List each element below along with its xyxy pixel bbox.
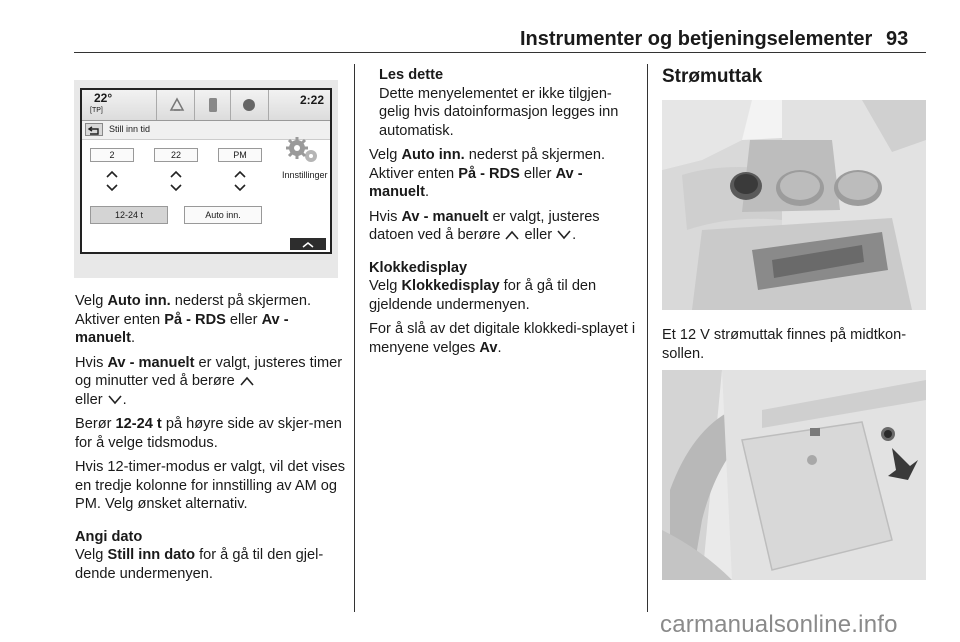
section-title: Strømuttak	[662, 66, 763, 87]
settings-label: Innstillinger	[282, 170, 328, 180]
tab-separator	[194, 90, 195, 120]
menu-term: Auto inn.	[401, 147, 465, 163]
text: Velg	[369, 147, 402, 163]
menu-term: Av - manuelt	[107, 354, 195, 371]
minutes-up-icon[interactable]	[168, 170, 184, 178]
column-divider-2	[647, 64, 648, 612]
text: er valgt, justeres timer og minutter ved å berøre	[75, 354, 343, 389]
note-heading: Les dette	[379, 67, 444, 83]
paragraph	[75, 415, 347, 452]
menu-term: Klokkedisplay	[401, 278, 500, 294]
text: .	[572, 227, 577, 243]
ampm-down-icon[interactable]	[232, 184, 248, 192]
subheading-angi-dato: Angi dato	[75, 528, 143, 545]
text: nederst på skjermen. Aktiver enten	[75, 293, 312, 328]
text: eller	[519, 165, 556, 182]
paragraph	[75, 354, 347, 410]
minutes-down-icon[interactable]	[168, 184, 184, 192]
trunk-outlet-illustration	[662, 370, 926, 580]
text: Hvis	[369, 208, 402, 225]
media-icon	[240, 96, 258, 114]
menu-term: Av - manuelt	[75, 311, 289, 346]
minutes-field[interactable]: 22	[154, 148, 198, 162]
paragraph: Hvis 12-timer-modus er valgt, vil det vises en tredje kolonne for innstilling av AM og PM. Velg ønsket alternativ.	[75, 459, 346, 512]
chevron-down-icon	[556, 230, 572, 240]
menu-term: På - RDS	[164, 311, 226, 328]
watermark: carmanualsonline.info	[660, 611, 898, 638]
menu-term: Still inn dato	[107, 547, 196, 563]
screen-temperature: 22°	[94, 91, 113, 105]
text: Velg	[369, 278, 402, 294]
center-console-illustration	[662, 100, 926, 310]
chevron-up-icon	[290, 239, 326, 251]
auto-set-button[interactable]: Auto inn.	[184, 206, 262, 224]
tab-separator	[230, 90, 231, 120]
hours-up-icon[interactable]	[104, 170, 120, 178]
paragraph	[75, 292, 347, 348]
screen-tp-label: [TP]	[90, 107, 103, 114]
tab-separator	[268, 90, 269, 120]
menu-term: 12-24 t	[115, 416, 162, 432]
expand-tab[interactable]	[290, 238, 326, 250]
text: for å gå til den gjeldende undermenyen.	[369, 278, 597, 313]
text: nederst på skjermen. Aktiver enten	[369, 147, 606, 182]
settings-gear-icon[interactable]	[282, 134, 322, 168]
back-button[interactable]	[85, 123, 103, 136]
text: eller	[520, 227, 557, 243]
note-text: Dette menyelementet er ikke tilgjen-gelig hvis datoinformasjon legges inn automatisk.	[379, 85, 619, 139]
menu-term: Av	[479, 339, 498, 356]
screen-row-label: Still inn tid	[109, 124, 151, 134]
menu-term: Av - manuelt	[369, 165, 583, 200]
screen-top-bar	[82, 90, 330, 121]
text: Velg	[75, 547, 108, 563]
text: Berør	[75, 416, 116, 432]
phone-icon	[204, 96, 222, 114]
text: Hvis	[75, 354, 108, 371]
column-1-text	[75, 292, 347, 589]
paragraph	[369, 146, 639, 202]
text: .	[130, 330, 136, 346]
paragraph	[369, 277, 639, 314]
paragraph	[75, 546, 347, 583]
chevron-up-icon	[504, 230, 520, 240]
power-outlet-caption: Et 12 V strømuttak finnes på midtkon-sollen.	[662, 327, 907, 362]
subheading-klokkedisplay: Klokkedisplay	[369, 259, 468, 276]
menu-term: Av - manuelt	[401, 208, 489, 225]
text: eller	[75, 391, 107, 408]
ampm-field[interactable]: PM	[218, 148, 262, 162]
text: Velg	[75, 293, 108, 309]
navigation-icon	[168, 96, 186, 114]
back-arrow-icon	[86, 126, 102, 137]
text: eller	[225, 311, 262, 328]
infotainment-screen	[80, 88, 332, 254]
screen-clock: 2:22	[299, 93, 324, 107]
running-header-title: Instrumenter og betjeningselementer	[520, 28, 873, 50]
menu-term: På - RDS	[458, 165, 520, 182]
hours-down-icon[interactable]	[104, 184, 120, 192]
text: .	[497, 339, 502, 356]
trunk-outlet-photo	[662, 370, 926, 580]
column-2-text	[369, 146, 639, 363]
text: .	[424, 184, 430, 200]
text: For å slå av det digitale klokkedi-splayet i menyene velges	[369, 321, 636, 356]
note-box	[379, 66, 629, 146]
header-rule	[74, 52, 926, 53]
paragraph	[369, 320, 639, 357]
chevron-up-icon	[239, 376, 255, 386]
ampm-up-icon[interactable]	[232, 170, 248, 178]
text: på høyre side av skjer-men for å velge tidsmodus.	[75, 416, 342, 451]
page-number: 93	[886, 28, 909, 50]
tab-separator	[156, 90, 157, 120]
text: for å gå til den gjel-dende undermenyen.	[75, 547, 324, 582]
column-divider-1	[354, 64, 355, 612]
menu-term: Auto inn.	[107, 293, 171, 309]
infotainment-screenshot	[74, 80, 338, 278]
hours-field[interactable]: 2	[90, 148, 134, 162]
text: er valgt, justeres datoen ved å berøre	[369, 208, 600, 243]
paragraph	[369, 208, 639, 245]
mode-12-24-button[interactable]: 12-24 t	[90, 206, 168, 224]
chevron-down-icon	[107, 395, 123, 405]
center-console-photo	[662, 100, 926, 310]
text: .	[122, 391, 127, 408]
